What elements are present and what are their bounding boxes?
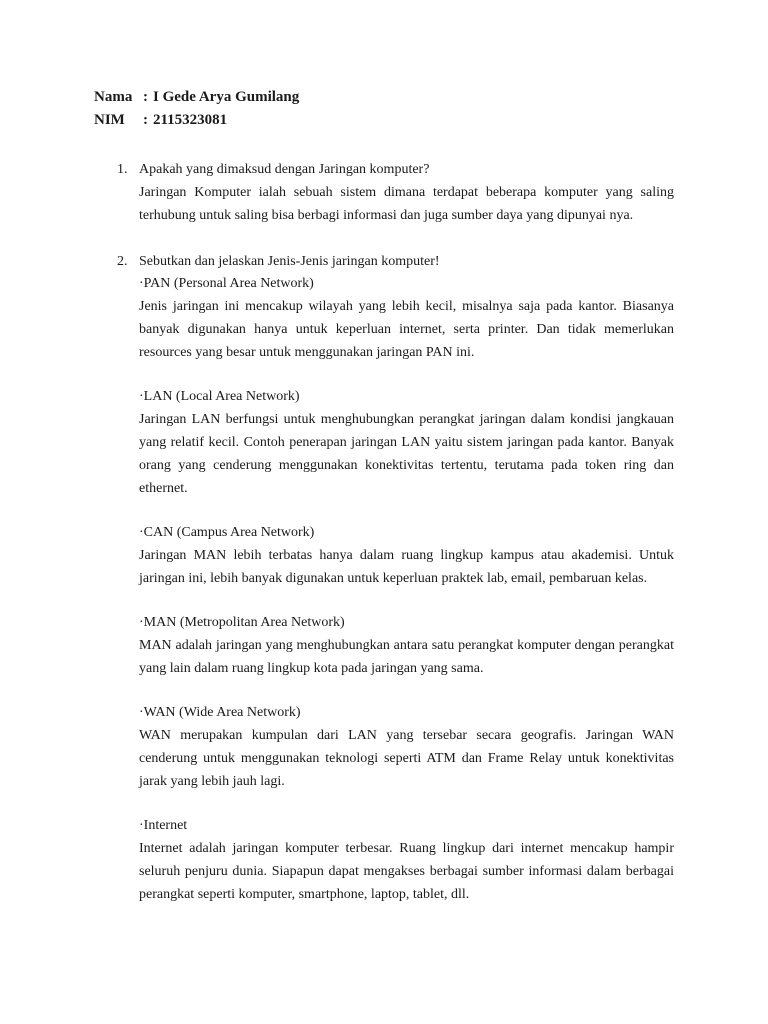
network-type-description: MAN adalah jaringan yang menghubungkan antara satu perangkat komputer dengan perangkat yang lain dalam ruang lingkup kota pada jaringan yang sama.: [139, 638, 674, 676]
network-type-description: Jenis jaringan ini mencakup wilayah yang lebih kecil, misalnya saja pada kantor. Biasanya banyak digunakan hanya untuk keperluan internet, serta printer. Dan tidak memerlukan resources yang besar untuk menggunakan jaringan PAN ini.: [139, 299, 674, 360]
network-type-pan: [139, 273, 674, 364]
network-type-description: Jaringan LAN berfungsi untuk menghubungkan perangkat jaringan dalam kondisi jangkauan yang relatif kecil. Contoh penerapan jaringan LAN yaitu sistem jaringan pada kantor. Banyak orang yang cenderung menggunakan konektivitas tertentu, terutama pada token ring dan ethernet.: [139, 412, 674, 496]
network-type-heading: ·Internet: [139, 818, 188, 833]
network-type-wan: [139, 702, 674, 793]
network-type-heading: ·PAN (Personal Area Network): [139, 276, 314, 291]
network-type-internet: [139, 815, 674, 906]
nim-label: NIM: [94, 112, 125, 128]
network-type-heading: ·MAN (Metropolitan Area Network): [139, 615, 345, 630]
name-row: [94, 86, 299, 109]
question-1: [117, 159, 674, 227]
name-separator: :: [143, 89, 148, 105]
question-number: 2.: [117, 254, 128, 269]
network-type-description: Jaringan MAN lebih terbatas hanya dalam ruang lingkup kampus atau akademisi. Untuk jaringan ini, lebih banyak digunakan untuk keperluan praktek lab, email, pembaruan kelas.: [139, 548, 674, 586]
network-type-description: WAN merupakan kumpulan dari LAN yang tersebar secara geografis. Jaringan WAN cenderung untuk menggunakan teknologi seperti ATM dan Frame Relay untuk konektivitas jarak yang lebih jauh lagi.: [139, 728, 674, 789]
question-text: Apakah yang dimaksud dengan Jaringan komputer?: [139, 162, 430, 177]
network-type-heading: ·WAN (Wide Area Network): [139, 705, 301, 720]
name-value: I Gede Arya Gumilang: [153, 89, 300, 105]
question-text: Sebutkan dan jelaskan Jenis-Jenis jaringan komputer!: [139, 254, 440, 269]
network-type-man: [139, 612, 674, 680]
network-type-can: [139, 522, 674, 590]
question-2: [117, 251, 674, 906]
nim-value: 2115323081: [153, 112, 228, 128]
network-type-description: Internet adalah jaringan komputer terbesar. Ruang lingkup dari internet mencakup hampir seluruh penjuru dunia. Siapapun dapat mengakses berbagai sumber informasi dalam berbagai perangkat seperti komputer, smartphone, laptop, tablet, dll.: [139, 841, 674, 902]
name-label: Nama: [94, 89, 133, 105]
question-number: 1.: [117, 162, 128, 177]
network-type-heading: ·LAN (Local Area Network): [139, 389, 300, 404]
network-type-heading: ·CAN (Campus Area Network): [139, 525, 315, 540]
nim-separator: :: [143, 112, 148, 128]
nim-row: [94, 109, 299, 132]
answer-text: Jaringan Komputer ialah sebuah sistem dimana terdapat beberapa komputer yang saling terhubung untuk saling bisa berbagi informasi dan juga sumber daya yang dipunyai nya.: [139, 185, 674, 223]
student-identity: [94, 86, 299, 132]
network-type-lan: [139, 386, 674, 500]
